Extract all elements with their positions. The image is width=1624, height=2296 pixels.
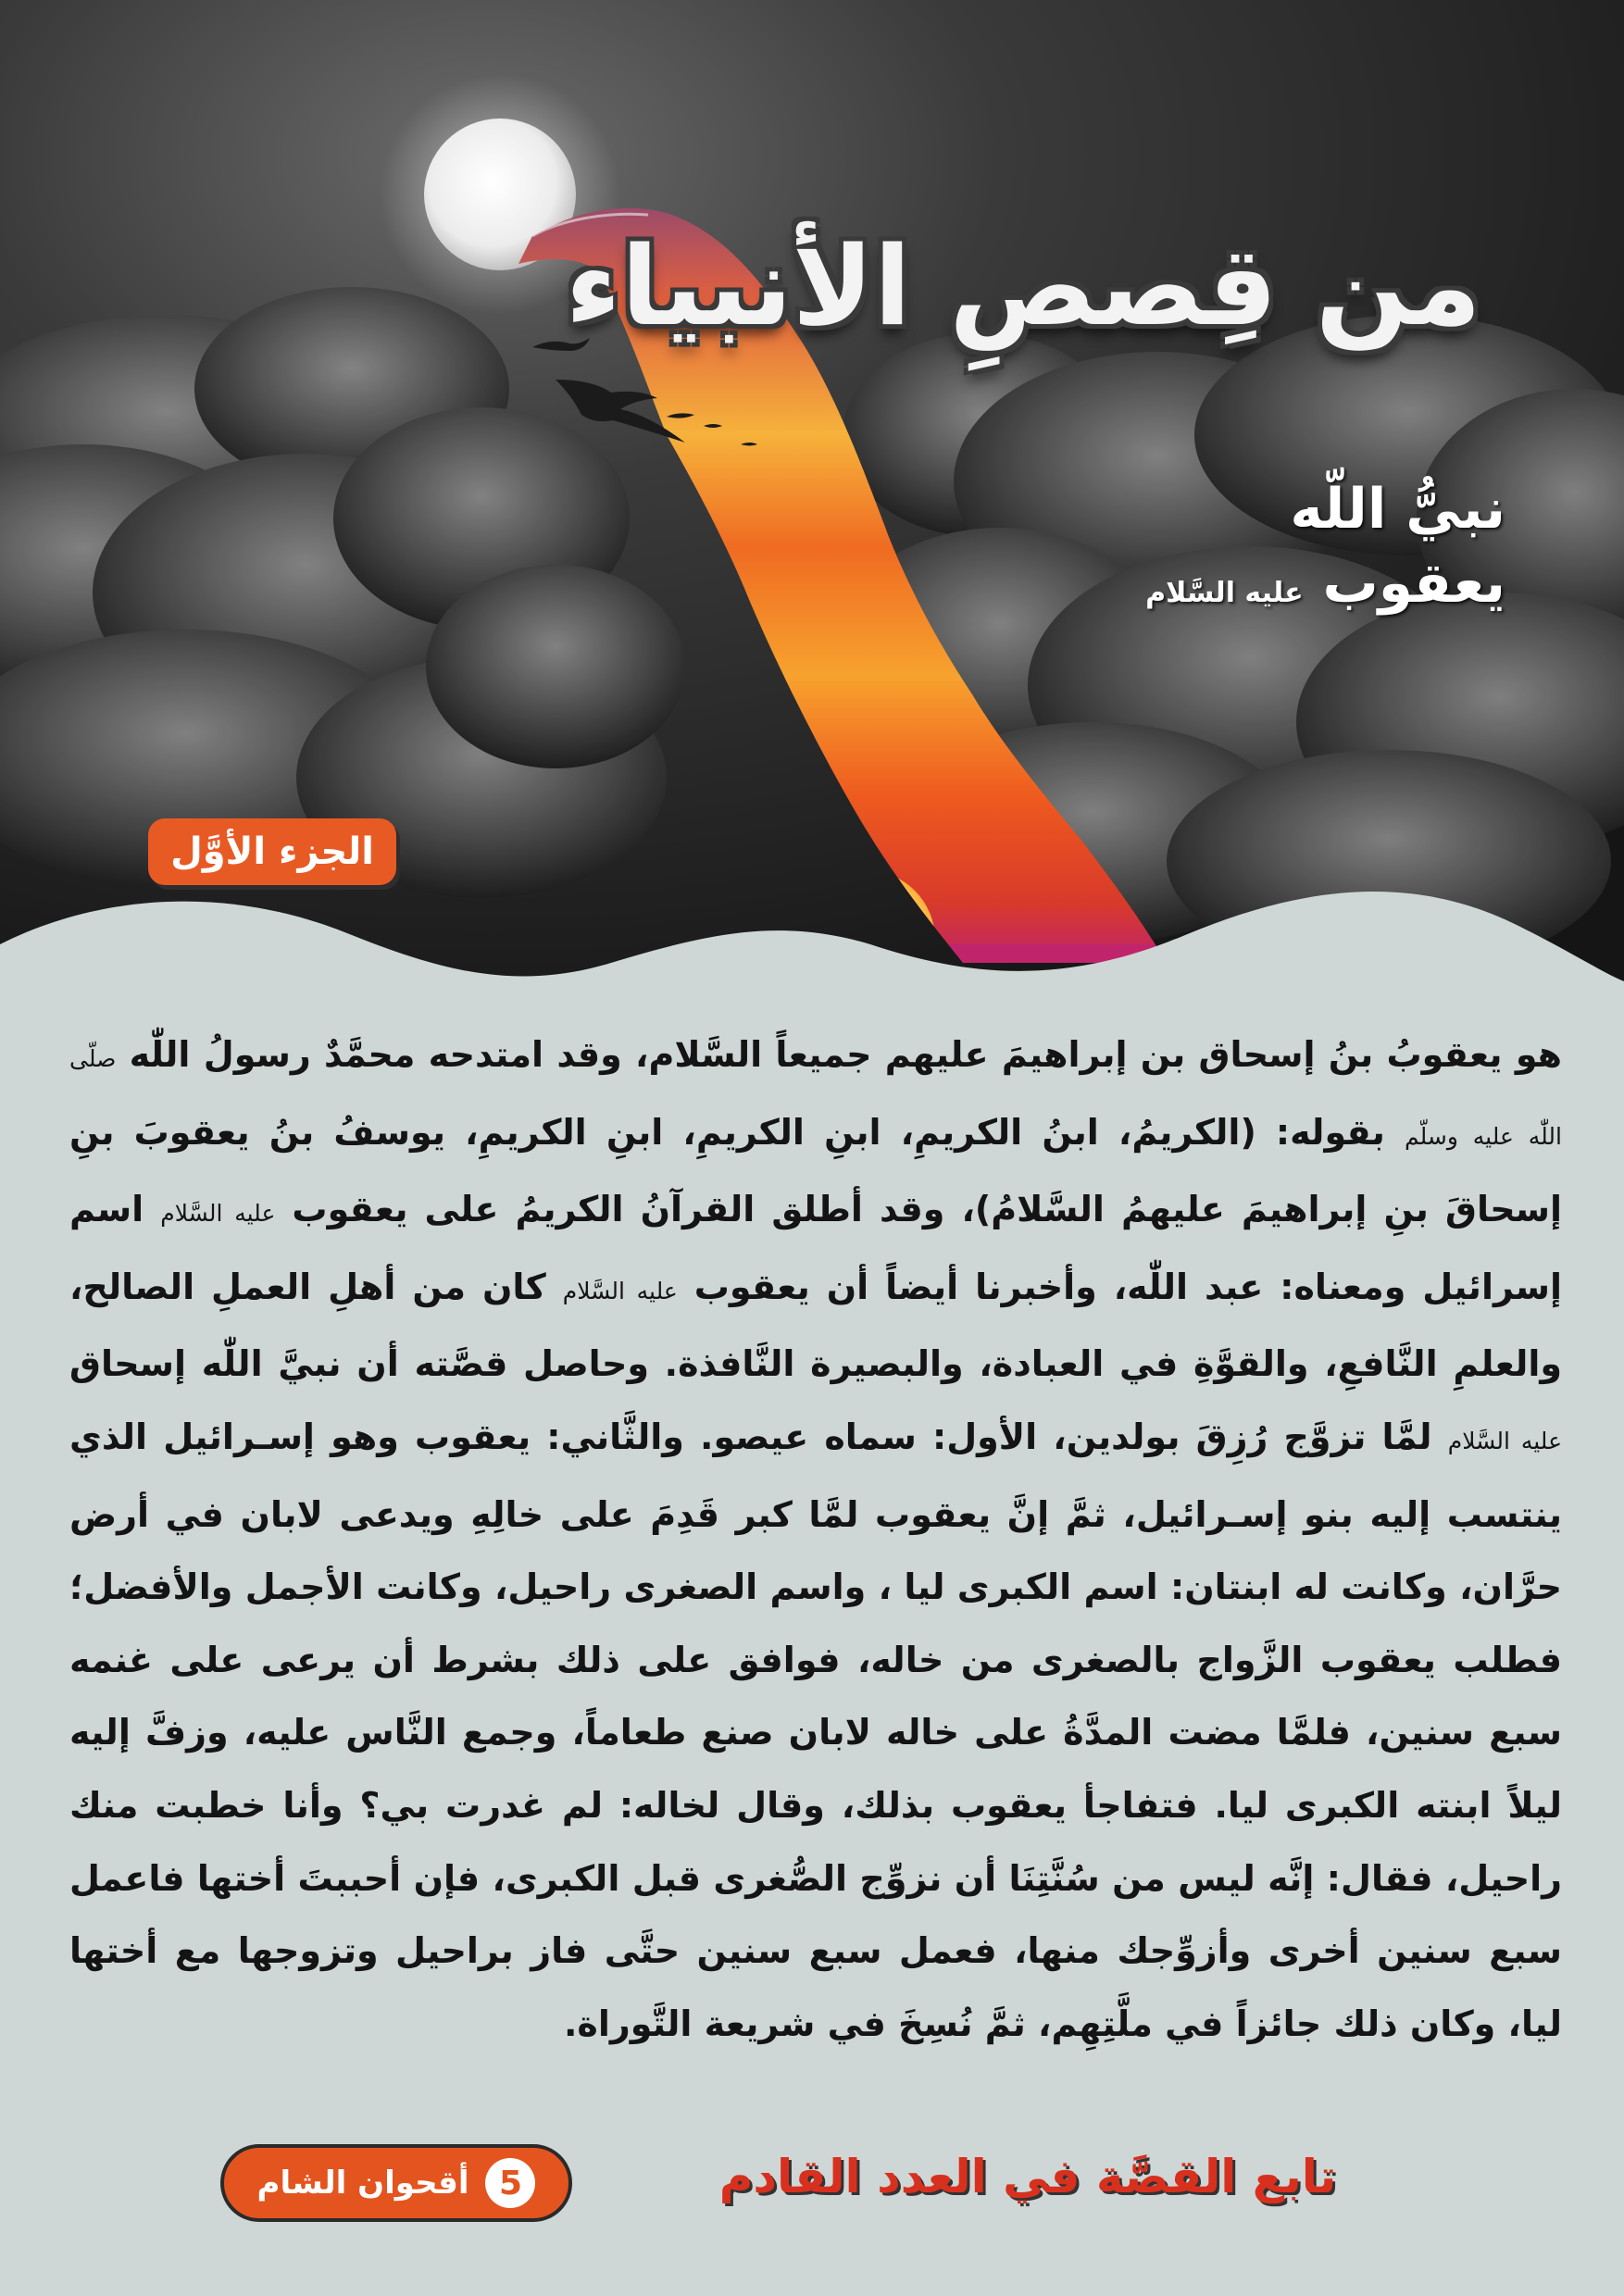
prophet-honorific: عليه السَّلام [1145,577,1304,609]
continue-notice: تابع القصَّة في العدد القادم [718,2150,1337,2203]
story-text: لمَّا تزوَّج رُزِقَ بولدين، الأول: سماه عيصو. والثَّاني: يعقوب وهو إسـرائيل الذي ينتسب إليه بنو إسـرائيل، ثمَّ إنَّ يعقوب لمَّا كبر قَدِمَ على خالِهِ ويدعى لابان في أرض حرَّان، وكانت له ابنتان: اسم الكبرى ليا ، واسم الصغرى راحيل، وكانت الأجمل والأفضل؛ فطلب يعقوب الزَّواج بالصغرى من خاله، فوافق على ذلك بشرط أن يرعى على غنمه سبع سنين، فلمَّا مضت المدَّةُ على خاله لابان صنع طعاماً، وجمع النَّاس عليه، وزفَّ إليه ليلاً ابنته الكبرى ليا. فتفاجأ يعقوب بذلك، وقال لخاله: لم غدرت بي؟ وأنا خطبت منك راحيل، فقال: إنَّه ليس من سُنَّتِنَا أن نزوِّج الصُّغرى قبل الكبرى، فإن أحببتَ أختها فاعمل سبع سنين أخرى وأزوِّجك منها، فعمل سبع سنين حتَّى فاز براحيل وتزوجها مع أختها ليا، وكان ذلك جائزاً في ملَّتِهِم، ثمَّ نُسِخَ في شريعة التَّوراة. [69,1416,1562,2044]
honorific-text: صلّى اللّٰه عليه وسلّم [69,1045,1562,1150]
page-title: من قِصصِ الأنبياء [565,222,1481,350]
story-paragraph [69,1018,1562,2060]
prophet-line1: نبيُّ اللّه [1290,477,1505,542]
story-body [69,1018,1562,2060]
part-badge: الجزء الأوَّل [148,818,396,885]
honorific-text: عليه السَّلام [160,1200,276,1228]
magazine-badge [220,2144,572,2222]
story-text: بقوله: (الكريمُ، ابنُ الكريمِ، ابنِ الكريمِ، ابنِ الكريمِ، يوسفُ بنُ يعقوبَ بنِ إسحاقَ بنِ إبراهيمَ عليهمُ السَّلامُ)، وقد أطلق القرآنُ الكريمُ على يعقوب [69,1111,1562,1230]
honorific-text: عليه السَّلام [562,1277,678,1304]
prophet-name: يعقوب [1322,551,1505,616]
magazine-name: أقحوان الشام [256,2165,469,2202]
prophet-heading [950,472,1505,630]
honorific-text: عليه السَّلام [1447,1427,1562,1454]
story-text: كان من أهلِ العملِ الصالح، والعلمِ النَّافعِ، والقوَّةِ في العبادة، والبصيرة النَّافذة. وحاصل قصَّته أن نبيَّ اللّٰه إسحاق [69,1266,1562,1385]
page-number: 5 [485,2158,535,2208]
story-text: اسم إسرائيل ومعناه: عبد اللّٰه، وأخبرنا أيضاً أن يعقوب [69,1189,1563,1307]
story-text: هو يعقوبُ بنُ إسحاق بن إبراهيمَ عليهم جميعاً السَّلام، وقد امتدحه محمَّدٌ رسولُ اللّٰه [129,1034,1562,1075]
prophet-name-line [950,546,1505,630]
